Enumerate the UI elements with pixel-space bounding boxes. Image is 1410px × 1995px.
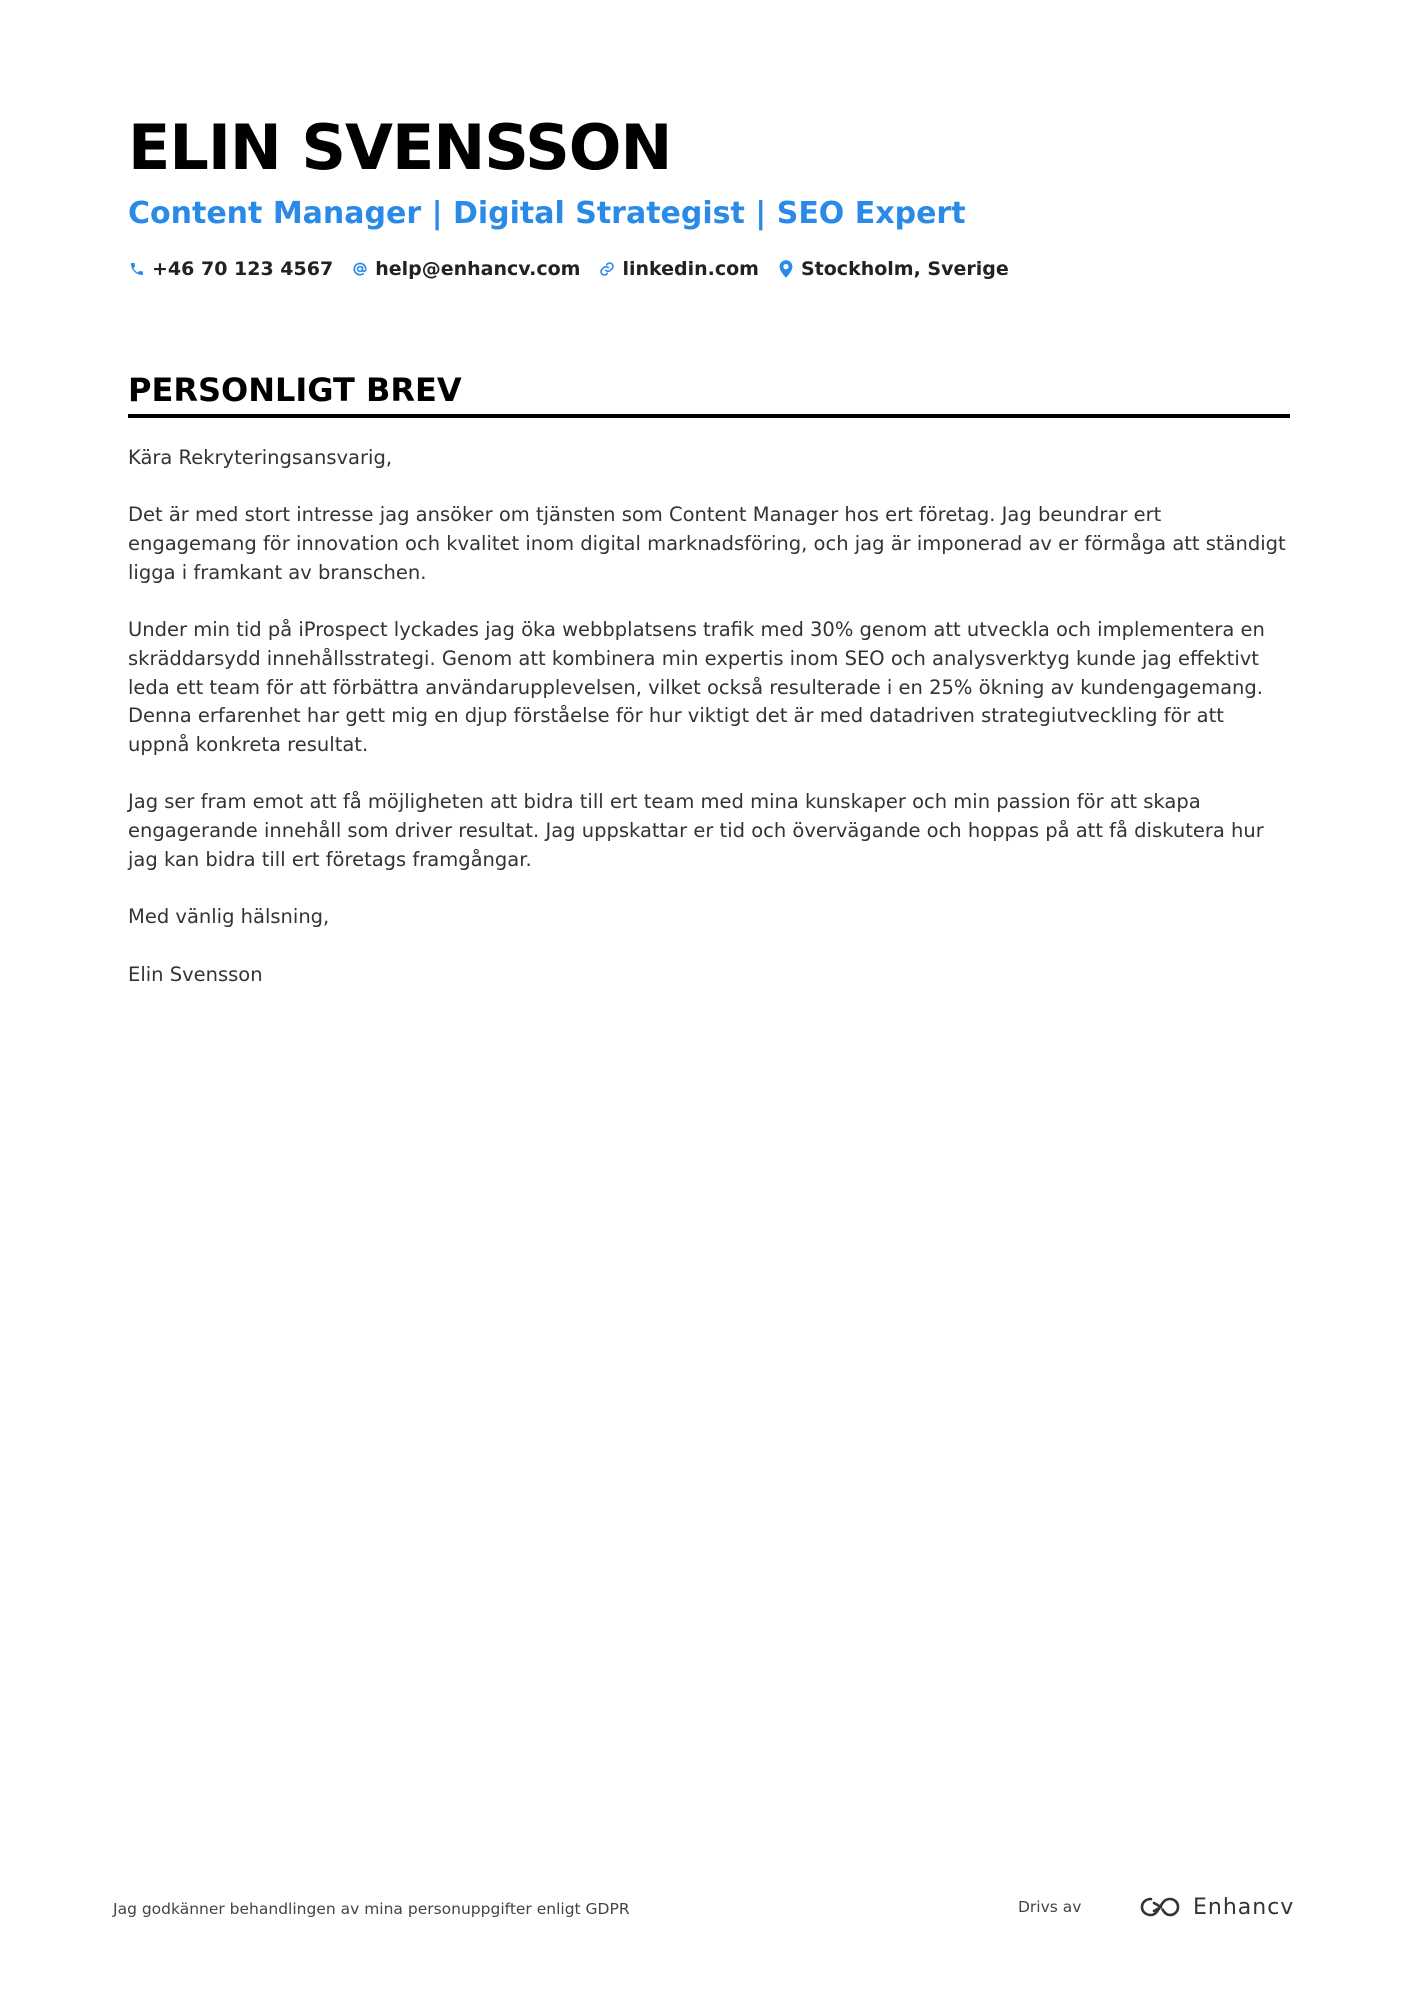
enhancv-brand[interactable] (1139, 1890, 1294, 1924)
letter-signature: Elin Svensson (128, 962, 263, 986)
letter-paragraph-1: Det är med stort intresse jag ansöker om tjänsten som Content Manager hos ert företag. Jag beundrar ert engagemang för innovation och kvalitet inom digital marknadsföring, och jag är imponerad av er förmåga att ständigt ligga i framkant av branschen. (128, 503, 1286, 584)
section-divider (128, 414, 1290, 418)
phone-icon (128, 259, 146, 279)
location-pin-icon (777, 259, 795, 279)
letter-paragraph-2: Under min tid på iProspect lyckades jag öka webbplatsens trafik med 30% genom att utveckla och implementera en skräddarsydd innehållsstrategi. Genom att kombinera min expertis inom SEO och analysverktyg kunde jag effektivt leda ett team för att förbättra användarupplevelsen, vilket också resulterade i en 25% ökning av kundengagemang. Denna erfarenhet har gett mig en djup förståelse för hur viktigt det är med datadriven strategiutveckling för att uppnå konkreta resultat. (128, 618, 1265, 756)
enhancv-logo-icon (1139, 1894, 1183, 1920)
footer (113, 1890, 1293, 1930)
headline: Content Manager | Digital Strategist | SEO Expert (128, 196, 966, 231)
contact-email-text[interactable]: help@enhancv.com (375, 258, 581, 280)
contact-phone (128, 254, 333, 284)
header (128, 108, 1288, 284)
link-icon (598, 259, 616, 279)
enhancv-brand-name[interactable]: Enhancv (1193, 1894, 1295, 1920)
letter-body (128, 444, 1290, 989)
contact-row (128, 254, 1288, 284)
contact-location-text: Stockholm, Sverige (800, 258, 1009, 280)
letter-greeting: Kära Rekryteringsansvarig, (128, 446, 393, 469)
contact-phone-text: +46 70 123 4567 (152, 258, 334, 280)
gdpr-consent-text: Jag godkänner behandlingen av mina personuppgifter enligt GDPR (113, 1900, 630, 1918)
contact-email[interactable] (351, 254, 580, 284)
contact-linkedin[interactable] (598, 254, 759, 284)
applicant-name: ELIN SVENSSON (128, 111, 672, 184)
letter-paragraph-3: Jag ser fram emot att få möjligheten att bidra till ert team med mina kunskaper och min passion för att skapa engagerande innehåll som driver resultat. Jag uppskattar er tid och övervägande och hoppas på att få diskutera hur jag kan bidra till ert företags framgångar. (128, 790, 1264, 871)
at-icon (351, 259, 369, 279)
cover-letter-section (128, 368, 1290, 1018)
section-title: PERSONLIGT BREV (128, 371, 462, 409)
powered-by-label: Drivs av (1018, 1898, 1082, 1916)
contact-linkedin-text[interactable]: linkedin.com (622, 258, 759, 280)
letter-closing: Med vänlig hälsning, (128, 905, 330, 929)
contact-location (777, 254, 1009, 284)
